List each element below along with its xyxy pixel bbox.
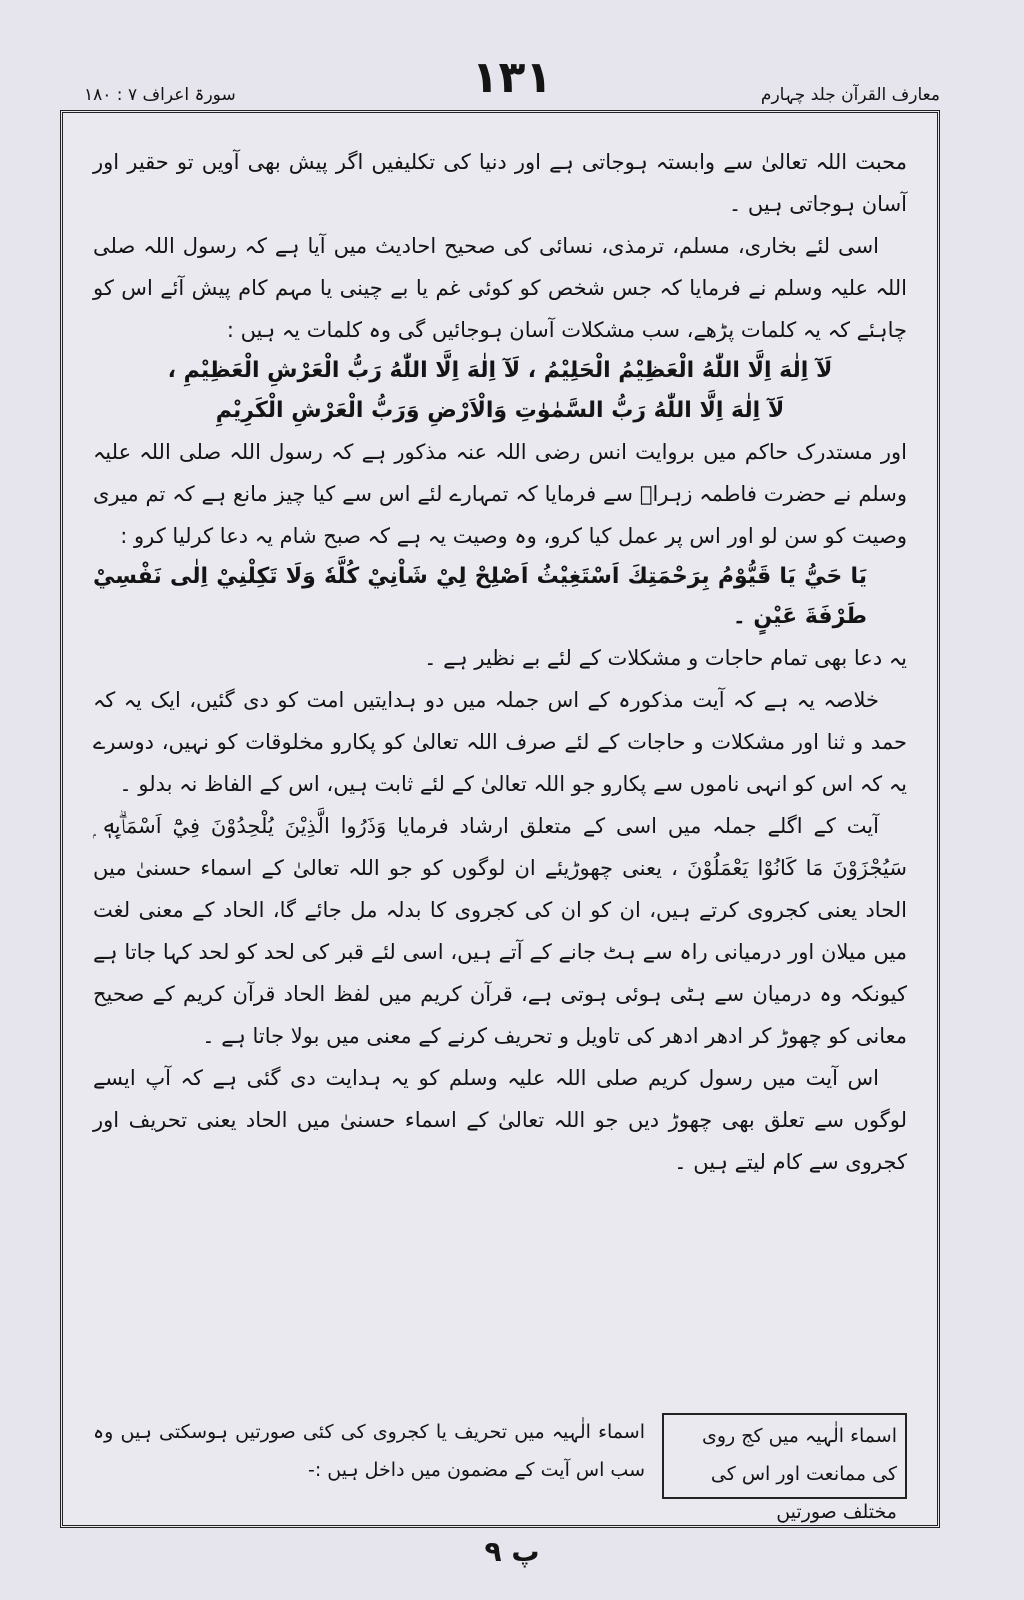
paragraph-7: اس آیت میں رسول کریم صلی اللہ علیہ وسلم کو یہ ہدایت دی گئی ہے کہ آپ ایسے لوگوں سے تعلق بھی چھوڑ دیں جو اللہ تعالیٰ کے اسماء حسنیٰ میں الحاد یعنی تحریف اور کجروی سے کام لیتے ہیں ۔ xyxy=(93,1066,907,1174)
paragraph-4: یہ دعا بھی تمام حاجات و مشکلات کے لئے بے نظیر ہے ۔ xyxy=(424,646,907,670)
page-body xyxy=(93,141,907,1183)
page-number: ۱۳۱ xyxy=(471,52,553,103)
book-title: معارف القرآن جلد چہارم xyxy=(760,85,940,105)
paragraph-2: اسی لئے بخاری، مسلم، ترمذی، نسائی کی صحیح احادیث میں آیا ہے کہ رسول اللہ صلی اللہ علیہ وسلم نے فرمایا کہ جس شخص کو کوئی غم یا بے چینی یا مہم کام پیش آئے اس کو چاہئے کہ یہ کلمات پڑھے، سب مشکلات آسان ہوجائیں گی وہ کلمات یہ ہیں : xyxy=(93,234,907,342)
page-frame xyxy=(60,110,940,1528)
side-note-section xyxy=(93,1413,907,1523)
paragraph-1: محبت اللہ تعالیٰ سے وابستہ ہوجاتی ہے اور دنیا کی تکلیفیں اگر پیش بھی آویں تو حقیر اور آسان ہوجاتی ہیں ۔ xyxy=(93,150,907,216)
arabic-dua-2: لَآ اِلٰهَ اِلَّا اللّٰهُ رَبُّ السَّمٰوٰتِ وَالْاَرْضِ وَرَبُّ الْعَرْشِ الْكَرِيْمِ xyxy=(215,398,785,423)
arabic-dua-3: يَا حَيُّ يَا قَيُّوْمُ بِرَحْمَتِكَ اَسْتَغِيْثُ اَصْلِحْ لِيْ شَاْنِيْ كُلَّهٗ وَلَا تَكِلْنِيْ اِلٰى نَفْسِيْ طَرْفَةَ عَيْنٍ ۔ xyxy=(93,564,867,629)
paragraph-6: آیت کے اگلے جملہ میں اسی کے متعلق ارشاد فرمایا وَذَرُوا الَّذِيْنَ يُلْحِدُوْنَ فِيْٓ اَسْمَاۗىِٕهٖ ۭ سَيُجْزَوْنَ مَا كَانُوْا يَعْمَلُوْنَ ، یعنی چھوڑیئے ان لوگوں کو جو اللہ تعالیٰ کے اسماء حسنیٰ میں الحاد یعنی کجروی کرتے ہیں، ان کو ان کی کجروی کا بدلہ مل جائے گا، الحاد کے معنی لغت میں میلان اور درمیانی راہ سے ہٹ جانے کے آتے ہیں، اسی لئے قبر کی لحد کو لحد کہا جاتا ہے کیونکہ وہ درمیان سے ہٹی ہوئی ہوتی ہے، قرآن کریم میں لفظ الحاد قرآن کریم کے صحیح معانی کو چھوڑ کر ادھر ادھر کی تاویل و تحریف کرنے کے معنی میں بولا جاتا ہے ۔ xyxy=(93,814,907,1048)
side-note-text: اسماء الٰہیہ میں تحریف یا کجروی کی کئی صورتیں ہوسکتی ہیں وہ سب اس آیت کے مضمون میں داخل ہیں :- xyxy=(93,1421,645,1481)
side-heading-box: اسماء الٰہیہ میں کج روی کی ممانعت اور اس کی مختلف صورتیں xyxy=(662,1413,907,1499)
page-header xyxy=(84,52,940,105)
surah-reference: سورۃ اعراف ۷ : ۱۸۰ xyxy=(84,85,236,105)
footer-signature: پ ۹ xyxy=(484,1535,540,1568)
arabic-dua-1: لَآ اِلٰهَ اِلَّا اللّٰهُ الْعَظِيْمُ الْحَلِيْمُ ، لَآ اِلٰهَ اِلَّا اللّٰهُ رَبُّ الْعَرْشِ الْعَظِيْمِ ، xyxy=(167,358,833,383)
paragraph-5: خلاصہ یہ ہے کہ آیت مذکورہ کے اس جملہ میں دو ہدایتیں امت کو دی گئیں، ایک یہ کہ حمد و ثنا اور مشکلات و حاجات کے لئے صرف اللہ تعالیٰ کو پکارو مخلوقات کو نہیں، دوسرے یہ کہ اس کو انہی ناموں سے پکارو جو اللہ تعالیٰ کے لئے ثابت ہیں، اس کے الفاظ نہ بدلو ۔ xyxy=(93,688,907,796)
paragraph-3: اور مستدرک حاکم میں بروایت انس رضی اللہ عنہ مذکور ہے کہ رسول اللہ صلی اللہ علیہ وسلم نے حضرت فاطمہ زہراؓ سے فرمایا کہ تمہارے لئے اس سے کیا چیز مانع ہے کہ تم میری وصیت کو سن لو اور اس پر عمل کیا کرو، وہ وصیت یہ ہے کہ صبح شام یہ دعا کرلیا کرو : xyxy=(93,440,907,548)
